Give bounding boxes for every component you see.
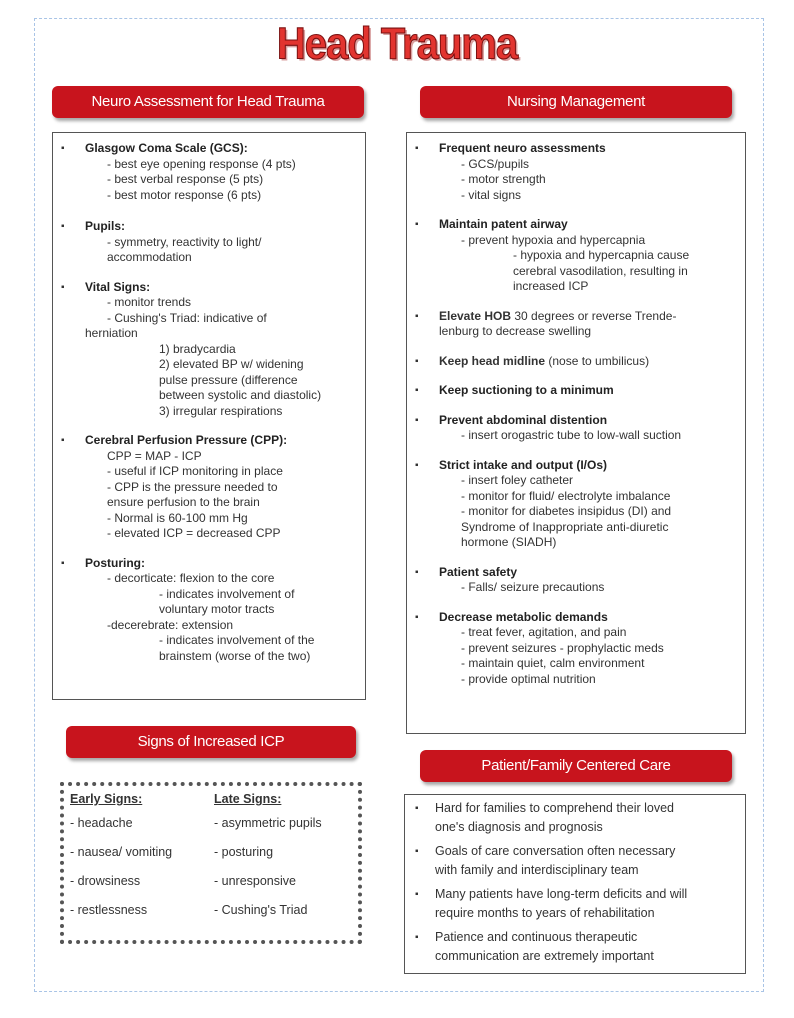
increased-icp-box [60,782,362,944]
late-signs-heading: Late Signs: [214,792,282,806]
abdominal-distention-section [407,413,745,444]
section-sub-item: cerebral vasodilation, resulting in [513,263,688,278]
section-title: Patient safety [439,564,518,579]
late-sign-item: - unresponsive [214,874,296,888]
gcs-section [53,141,365,203]
cpp-item: - elevated ICP = decreased CPP [107,526,281,540]
cushing-sub-item: 2) elevated BP w/ widening [159,357,304,371]
posturing-sub-item: voluntary motor tracts [159,602,275,616]
early-sign-item: - restlessness [70,903,148,917]
section-item: - vital signs [461,187,522,202]
suctioning-section [407,383,745,399]
gcs-item: - best eye opening response (4 pts) [107,156,296,171]
elevate-hob-section [407,309,745,340]
section-title: Elevate HOB [439,308,512,323]
posturing-sub-item: - indicates involvement of [159,586,295,601]
care-item-text: Many patients have long-term deficits and will [435,887,688,901]
care-item-text: with family and interdisciplinary team [435,863,639,877]
early-sign-item: - nausea/ vomiting [70,845,173,859]
bullet-icon: ▪ [415,459,419,471]
neuro-assessments-section [407,141,745,203]
care-item-text: Patience and continuous therapeutic [435,930,638,944]
cushing-sub-item: 3) irregular respirations [159,403,283,418]
nursing-management-box [406,132,746,734]
bullet-icon: ▪ [61,557,65,569]
gcs-title: Glasgow Coma Scale (GCS): [85,141,248,155]
section-title: Strict intake and output (I/Os) [439,457,608,472]
posturing-sub-item: brainstem (worse of the two) [159,648,311,663]
section-item: - prevent seizures - prophylactic meds [461,640,664,655]
pupils-section [53,219,365,266]
gcs-item: - best motor response (6 pts) [107,187,262,202]
bullet-icon: ▪ [415,611,419,623]
care-item [405,885,745,923]
care-item-text: communication are extremely important [435,949,654,963]
neuro-assessment-box [52,132,366,700]
section-item: - prevent hypoxia and hypercapnia [461,232,646,247]
cushing-sub-item: between systolic and diastolic) [159,388,322,402]
bullet-icon: ▪ [415,355,419,367]
patient-safety-section [407,565,745,596]
section-item: - maintain quiet, calm environment [461,656,645,670]
cushing-sub-item: 1) bradycardia [159,341,236,356]
cpp-item: - useful if ICP monitoring in place [107,464,283,478]
intake-output-section [407,458,745,551]
pupils-item: - symmetry, reactivity to light/ [107,234,262,249]
early-signs-heading: Early Signs: [70,792,143,806]
section-item: - motor strength [461,172,546,186]
care-item [405,799,745,837]
section-title: Maintain patent airway [439,217,568,231]
cpp-item: - Normal is 60-100 mm Hg [107,510,248,525]
patient-family-care-header: Patient/Family Centered Care [420,750,732,782]
bullet-icon: ▪ [415,385,419,396]
bullet-icon: ▪ [415,219,419,230]
section-item: - provide optimal nutrition [461,671,596,686]
section-title: Prevent abdominal distention [439,412,608,427]
section-item: - treat fever, agitation, and pain [461,625,627,639]
care-item-text: one's diagnosis and prognosis [435,820,603,834]
posturing-title: Posturing: [85,555,145,570]
cpp-item: ensure perfusion to the brain [107,495,260,509]
bullet-icon: ▪ [415,566,419,578]
section-sub-item: - hypoxia and hypercapnia cause [513,248,690,262]
section-title: Keep suctioning to a minimum [439,383,614,397]
late-sign-item: - posturing [214,845,274,859]
cpp-section [53,433,365,542]
bullet-icon: ▪ [61,143,65,154]
late-signs-column [214,792,322,932]
section-item: Syndrome of Inappropriate anti-diuretic [461,519,669,534]
section-item: - monitor for fluid/ electrolyte imbalance [461,488,671,503]
posturing-section [53,556,365,665]
section-item: - insert foley catheter [461,473,574,487]
early-sign-item: - headache [70,816,133,830]
metabolic-demands-section [407,610,745,688]
cushing-sub-item: pulse pressure (difference [159,372,298,387]
pupils-item: accommodation [107,250,192,264]
posturing-sub-item: - indicates involvement of the [159,633,315,647]
section-title: Frequent neuro assessments [439,141,606,155]
care-item-text: Hard for families to comprehend their loved [435,801,675,815]
section-item: - Falls/ seizure precautions [461,580,605,594]
vital-signs-title: Vital Signs: [85,279,151,294]
head-midline-section [407,354,745,370]
late-sign-item: - asymmetric pupils [214,816,322,830]
bullet-icon: ▪ [61,281,65,293]
early-signs-column [70,792,172,932]
section-item: - GCS/pupils [461,156,530,171]
vital-signs-item: - Cushing's Triad: indicative of [107,310,267,325]
posturing-item: - decorticate: flexion to the core [107,571,275,585]
nursing-management-header: Nursing Management [420,86,732,118]
bullet-icon: ▪ [415,143,419,154]
pupils-title: Pupils: [85,219,126,233]
bullet-icon: ▪ [61,221,65,232]
vital-signs-item: herniation [85,326,138,340]
bullet-icon: ▪ [415,932,419,943]
early-sign-item: - drowsiness [70,874,141,888]
section-item: - insert orogastric tube to low-wall suction [461,428,682,442]
vital-signs-item: - monitor trends [107,295,192,309]
section-text: lenburg to decrease swelling [439,324,592,338]
late-sign-item: - Cushing's Triad [214,903,308,917]
increased-icp-header: Signs of Increased ICP [66,726,356,758]
section-text: (nose to umbilicus) [545,353,650,368]
bullet-icon: ▪ [415,846,419,857]
section-item: hormone (SIADH) [461,535,557,549]
posturing-item: -decerebrate: extension [107,617,234,632]
section-item: - monitor for diabetes insipidus (DI) and [461,504,672,518]
care-item [405,842,745,880]
cpp-title: Cerebral Perfusion Pressure (CPP): [85,433,288,447]
cpp-item: CPP = MAP - ICP [107,448,202,463]
care-item [405,928,745,966]
gcs-item: - best verbal response (5 pts) [107,172,264,186]
section-title: Keep head midline [439,353,546,368]
section-sub-item: increased ICP [513,279,589,293]
cpp-item: - CPP is the pressure needed to [107,479,278,494]
patient-family-care-box [404,794,746,974]
bullet-icon: ▪ [415,803,419,814]
neuro-assessment-header: Neuro Assessment for Head Trauma [52,86,364,118]
bullet-icon: ▪ [61,435,65,446]
vital-signs-section [53,280,365,420]
care-item-text: require months to years of rehabilitation [435,906,655,920]
bullet-icon: ▪ [415,889,419,900]
section-title: Decrease metabolic demands [439,609,608,624]
bullet-icon: ▪ [415,414,419,426]
care-item-text: Goals of care conversation often necessary [435,844,676,858]
bullet-icon: ▪ [415,310,419,322]
section-text: 30 degrees or reverse Trende- [511,308,677,323]
patent-airway-section [407,217,745,295]
page-title: Head Trauma [276,19,518,69]
